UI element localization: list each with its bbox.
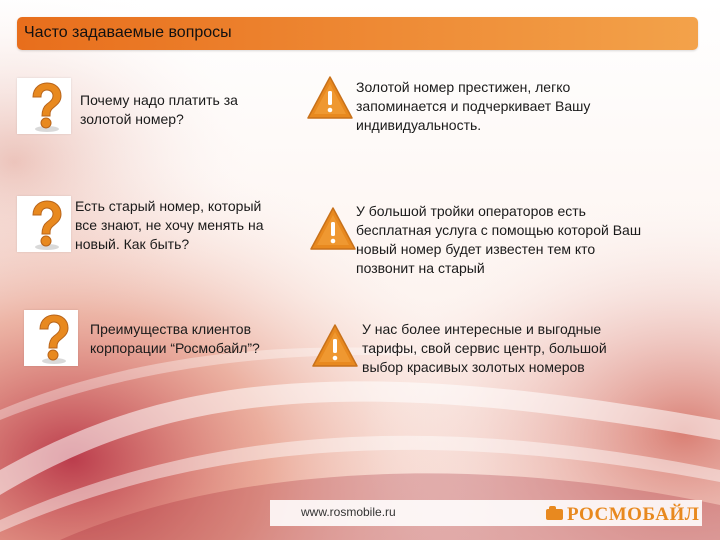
warning-exclamation-icon	[310, 322, 360, 370]
text-line: новый. Как быть?	[75, 236, 190, 252]
faq-answer-1	[356, 78, 590, 135]
warning-exclamation-icon	[305, 74, 355, 122]
text-line: Почему надо платить за	[80, 92, 238, 108]
text-line: У большой тройки операторов есть	[356, 203, 586, 219]
question-mark-icon	[17, 196, 71, 252]
text-line: золотой номер?	[80, 111, 184, 127]
text-line: бесплатная услуга с помощью которой Ваш	[356, 222, 642, 238]
faq-question-1	[80, 91, 238, 129]
text-line: новый номер будет известен тем кто	[356, 241, 596, 257]
text-line: тарифы, свой сервис центр, большой	[362, 340, 607, 356]
text-line: все знают, не хочу менять на	[75, 217, 264, 233]
logo-text: РОСМОБАЙЛ	[567, 504, 700, 525]
text-line: индивидуальность.	[356, 117, 482, 133]
text-line: запоминается и подчеркивает Вашу	[356, 98, 591, 114]
faq-question-3	[90, 320, 260, 358]
question-mark-icon	[17, 78, 71, 134]
question-mark-icon	[24, 310, 78, 366]
text-line: Преимущества клиентов	[90, 321, 252, 337]
faq-answer-3	[362, 320, 607, 377]
text-line: позвонит на старый	[356, 260, 485, 276]
text-line: выбор красивых золотых номеров	[362, 359, 585, 375]
header-bar	[17, 17, 698, 50]
page-title: Часто задаваемые вопросы	[24, 24, 232, 41]
text-line: корпорации “Росмобайл”?	[90, 340, 260, 356]
text-line: Золотой номер престижен, легко	[356, 79, 571, 95]
folder-icon	[546, 509, 563, 520]
text-line: У нас более интересные и выгодные	[362, 321, 602, 337]
footer-url[interactable]: www.rosmobile.ru	[301, 505, 396, 519]
faq-answer-2	[356, 202, 641, 278]
text-line: Есть старый номер, который	[75, 198, 262, 214]
faq-question-2	[75, 197, 263, 254]
warning-exclamation-icon	[308, 205, 358, 253]
